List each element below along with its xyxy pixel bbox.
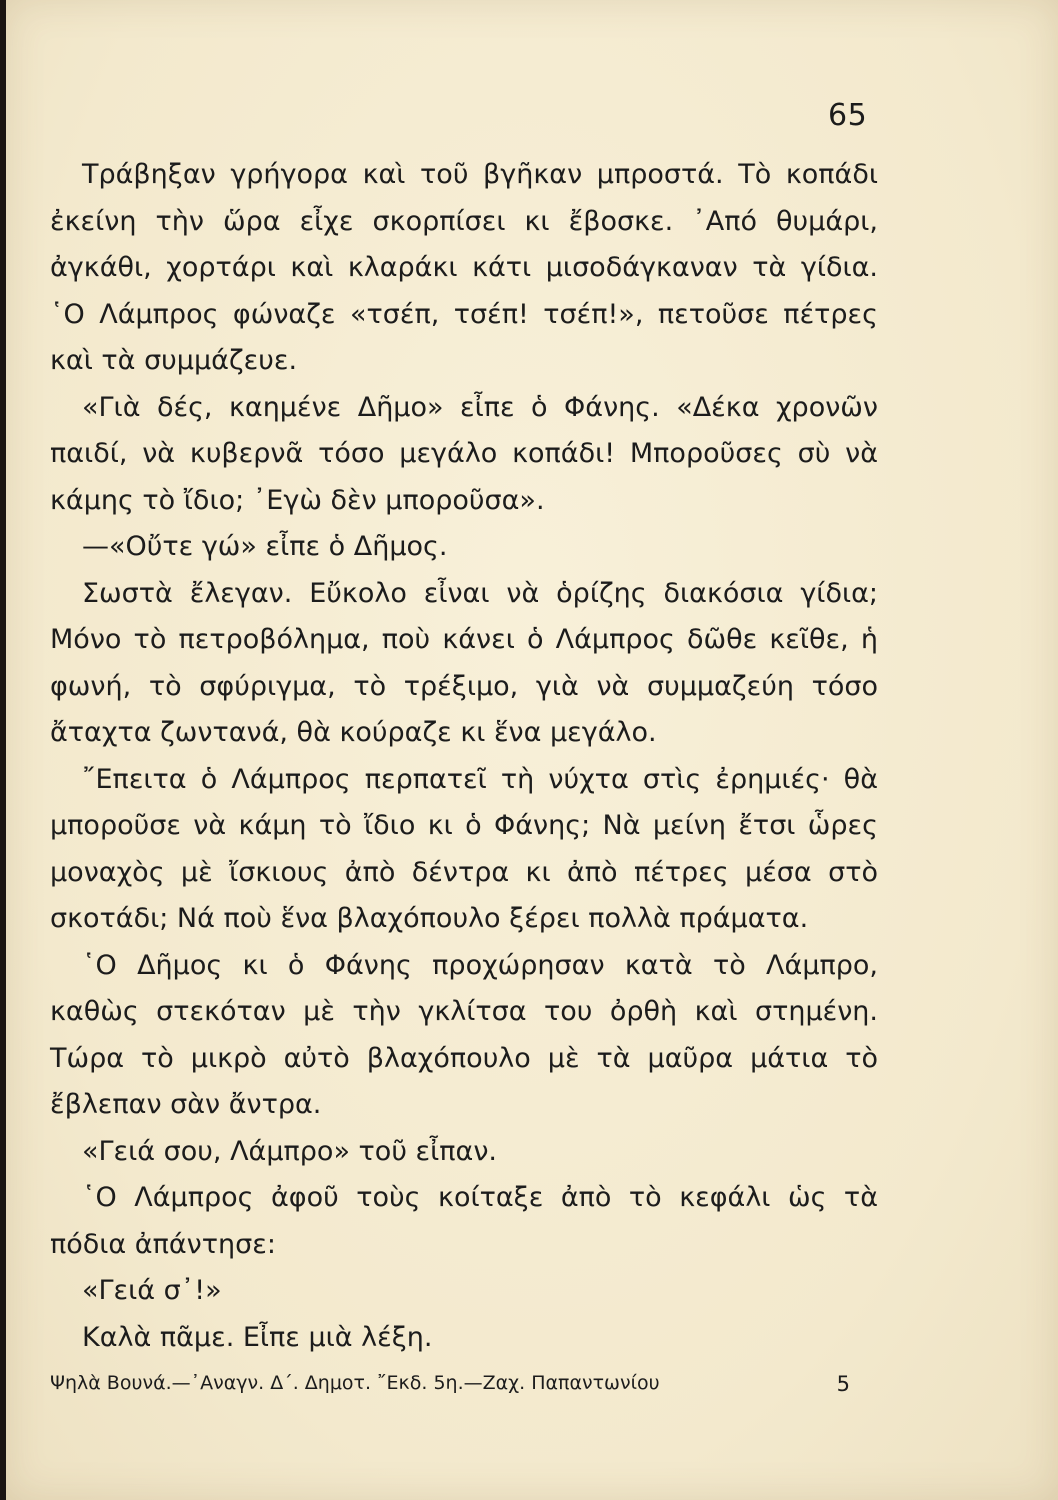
paragraph: Τράβηξαν γρήγορα καὶ τοῦ βγῆκαν μπροστά. Τὸ κοπάδι ἐκείνη τὴν ὥρα εἶχε σκορπίσει κι ἔβοσκε. ᾿Από θυμάρι, ἀγκάθι, χορτάρι καὶ κλαράκι κάτι μισοδάγκαναν τὰ γίδια. ῾Ο Λάμπρος φώναζε «τσέπ, τσέπ! τσέπ!», πετοῦσε πέτρες καὶ τὰ συμμάζευε. [50,159,878,376]
paragraph: «Γιὰ δές, καημένε Δῆμο» εἶπε ὁ Φάνης. «Δέκα χρονῶν παιδί, νὰ κυβερνᾶ τόσο μεγάλο κοπάδι! Μποροῦσες σὺ νὰ κάμης τὸ ἴδιο; ᾿Εγὼ δὲν μποροῦσα». [50,391,878,516]
paragraph: ῾Ο Δῆμος κι ὁ Φάνης προχώρησαν κατὰ τὸ Λάμπρο, καθὼς στεκόταν μὲ τὴν γκλίτσα του ὀρθὴ καὶ στημένη. Τώρα τὸ μικρὸ αὐτὸ βλαχόπουλο μὲ τὰ μαῦρα μάτια τὸ ἔβλεπαν σὰν ἄντρα. [50,949,878,1120]
paragraph: —«Οὔτε γώ» εἶπε ὁ Δῆμος. [82,531,448,562]
footer-book-info: Ψηλὰ Βουνά.—᾿Αναγν. Δ΄. Δημοτ. ῎Εκδ. 5η.—Ζαχ. Παπαντωνίου [50,1372,660,1394]
book-page [6,0,1058,1500]
paragraph: «Γειά σου, Λάμπρο» τοῦ εἶπαν. [82,1135,497,1167]
body-text [50,152,878,1361]
page-footer [50,1372,850,1396]
page-number: 65 [828,98,868,133]
paragraph: ῾Ο Λάμπρος ἀφοῦ τοὺς κοίταξε ἀπὸ τὸ κεφάλι ὡς τὰ πόδια ἀπάντησε: [50,1182,878,1260]
paragraph: Σωστὰ ἔλεγαν. Εὔκολο εἶναι νὰ ὁρίζης διακόσια γίδια; Μόνο τὸ πετροβόλημα, ποὺ κάνει ὁ Λάμπρος δῶθε κεῖθε, ἡ φωνή, τὸ σφύριγμα, τὸ τρέξιμο, γιὰ νὰ συμμαζεύη τόσο ἄταχτα ζωντανά, θὰ κούραζε κι ἕνα μεγάλο. [50,577,878,748]
paragraph: Καλὰ πᾶμε. Εἶπε μιὰ λέξη. [82,1321,433,1353]
paragraph: ῎Επειτα ὁ Λάμπρος περπατεῖ τὴ νύχτα στὶς ἐρημιές· θὰ μποροῦσε νὰ κάμη τὸ ἴδιο κι ὁ Φάνης; Νὰ μείνη ἔτσι ὧρες μοναχὸς μὲ ἴσκιους ἀπὸ δέντρα κι ἀπὸ πέτρες μέσα στὸ σκοτάδι; Νά ποὺ ἕνα βλαχόπουλο ξέρει πολλὰ πράματα. [50,763,878,934]
footer-signature: 5 [836,1372,850,1396]
paragraph: «Γειά σ᾿!» [82,1275,222,1306]
